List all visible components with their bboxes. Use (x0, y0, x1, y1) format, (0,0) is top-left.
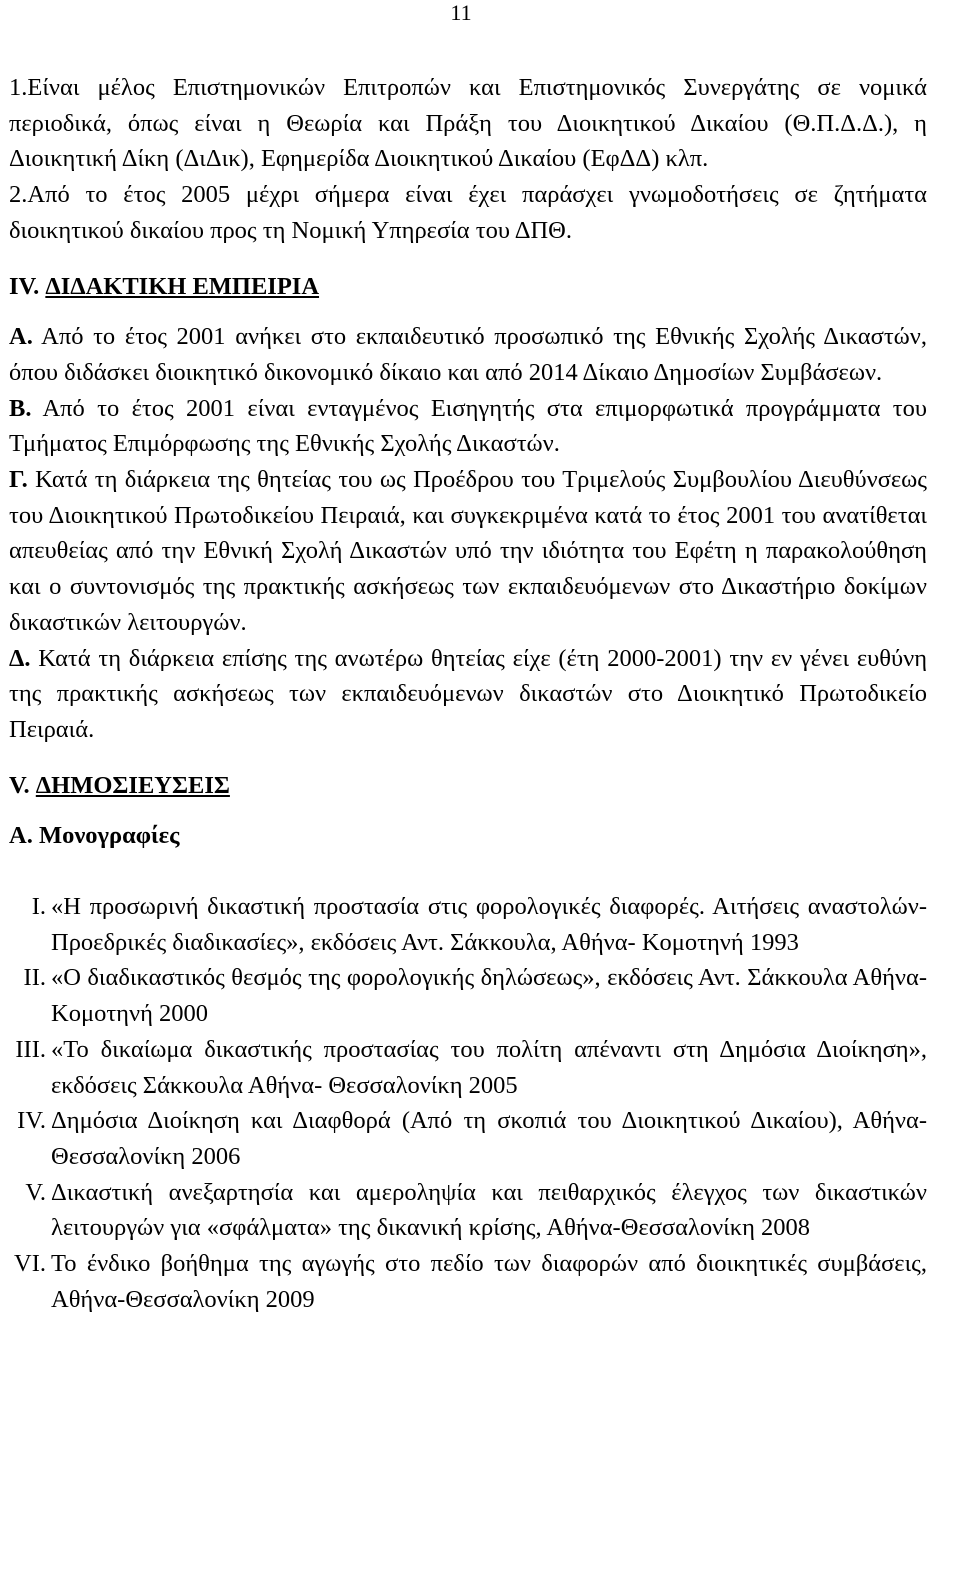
teaching-item-b (9, 391, 927, 462)
page-number: 11 (450, 0, 472, 25)
teaching-item-c (9, 462, 927, 641)
publication-item (9, 1032, 927, 1103)
section-title: ΔΙΔΑΚΤΙΚΗ ΕΜΠΕΙΡΙΑ (45, 272, 320, 300)
publication-number: I. (31, 893, 46, 921)
section-title: ΔΗΜΟΣΙΕΥΣΕΙΣ (35, 771, 230, 799)
publication-text: Το ένδικο βοήθημα της αγωγής στο πεδίο των διαφορών από διοικητικές συμβάσεις, Αθήνα-Θεσσαλονίκη 2009 (51, 1250, 927, 1313)
item-marker: Β. (9, 394, 32, 422)
section-heading-iv (9, 269, 927, 305)
item-text: Κατά τη διάρκεια επίσης της ανωτέρω θητείας είχε (έτη 2000-2001) την εν γένει ευθύνη της πρακτικής ασκήσεως των εκπαιδευόμενων δικαστών στο Διοικητικό Πρωτοδικείο Πειραιά. (9, 644, 928, 743)
section-number: IV. (9, 272, 40, 300)
teaching-item-a (9, 319, 927, 390)
intro-paragraph-2 (9, 177, 927, 248)
publication-text: Δικαστική ανεξαρτησία και αμεροληψία και πειθαρχικός έλεγχος των δικαστικών λειτουργών για «σφάλματα» της δικανική κρίσης, Αθήνα-Θεσσαλονίκη 2008 (51, 1178, 927, 1242)
item-marker: Α. (9, 323, 33, 351)
subsection-heading-monographs: Α. Μονογραφίες (9, 822, 180, 850)
publication-item (9, 960, 927, 1031)
item-text: Από το έτος 2001 ανήκει στο εκπαιδευτικό προσωπικό της Εθνικής Σχολής Δικαστών, όπου διδάσκει διοικητικό δικονομικό δίκαιο και από 2014 Δίκαιο Δημοσίων Συμβάσεων. (9, 323, 927, 386)
section-heading-v (9, 768, 927, 804)
publication-text: «Ο διαδικαστικός θεσμός της φορολογικής δηλώσεως», εκδόσεις Αντ. Σάκκουλα Αθήνα-Κομοτηνή 2000 (51, 964, 927, 1028)
item-text: Από το έτος 2001 είναι ενταγμένος Εισηγητής στα επιμορφωτικά προγράμματα του Τμήματος Επιμόρφωσης της Εθνικής Σχολής Δικαστών. (9, 394, 927, 458)
publication-item (9, 1175, 927, 1246)
publication-item (9, 1246, 927, 1317)
publication-item (9, 889, 927, 960)
publication-number: III. (15, 1035, 46, 1063)
publication-text: Δημόσια Διοίκηση και Διαφθορά (Από τη σκοπιά του Διοικητικού Δικαίου), Αθήνα-Θεσσαλονίκη 2006 (51, 1107, 927, 1170)
publication-number: VI. (14, 1250, 46, 1278)
publications-list (9, 889, 927, 1317)
intro-text: Από το έτος 2005 μέχρι σήμερα είναι έχει παράσχει γνωμοδοτήσεις σε ζητήματα διοικητικού δικαίου προς τη Νομική Υπηρεσία του ΔΠΘ. (9, 181, 927, 244)
publication-number: V. (25, 1178, 46, 1206)
page-content (9, 70, 927, 1318)
item-text: Κατά τη διάρκεια της θητείας του ως Προέδρου του Τριμελούς Συμβουλίου Διευθύνσεως του Διοικητικού Πρωτοδικείου Πειραιά, και συγκεκριμένα κατά το έτος 2001 του ανατίθεται απευθείας από την Εθνική Σχολή Δικαστών υπό την ιδιότητα του Εφέτη η παρακολούθηση και ο συντονισμός της πρακτικής ασκήσεως των εκπαιδευόμενων στο Δικαστήριο δοκίμων δικαστικών λειτουργών. (9, 466, 928, 636)
publication-number: IV. (17, 1107, 46, 1135)
teaching-item-d (9, 641, 927, 748)
publication-item (9, 1103, 927, 1174)
publication-text: «Το δικαίωμα δικαστικής προστασίας του πολίτη απέναντι στη Δημόσια Διοίκηση», εκδόσεις Σάκκουλα Αθήνα- Θεσσαλονίκη 2005 (51, 1035, 927, 1099)
item-marker: Δ. (9, 644, 31, 672)
intro-marker: 2. (9, 181, 28, 209)
intro-marker: 1. (9, 74, 28, 101)
item-marker: Γ. (9, 466, 28, 494)
intro-paragraph-1 (9, 70, 927, 177)
section-number: V. (9, 771, 30, 799)
publication-number: II. (23, 964, 46, 992)
intro-text: Είναι μέλος Επιστημονικών Επιτροπών και Επιστημονικός Συνεργάτης σε νομικά περιοδικά, όπως είναι η Θεωρία και Πράξη του Διοικητικού Δικαίου (Θ.Π.Δ.Δ.), η Διοικητική Δίκη (ΔιΔικ), Εφημερίδα Διοικητικού Δικαίου (ΕφΔΔ) κλπ. (9, 74, 927, 173)
publication-text: «Η προσωρινή δικαστική προστασία στις φορολογικές διαφορές. Αιτήσεις αναστολών- Προεδρικές διαδικασίες», εκδόσεις Αντ. Σάκκουλα, Αθήνα- Κομοτηνή 1993 (51, 893, 927, 956)
